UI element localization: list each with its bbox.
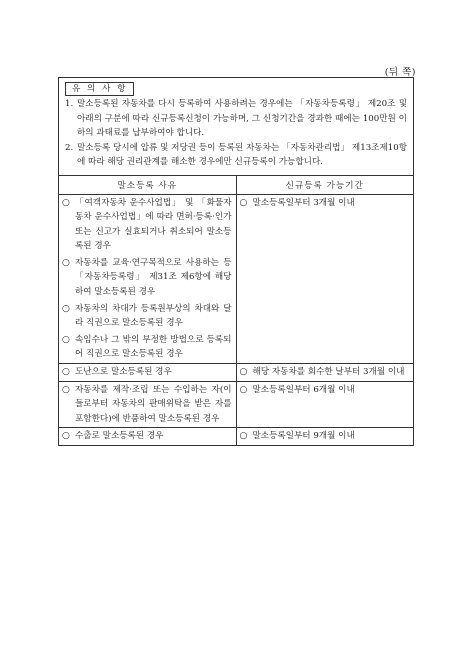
notice-item — [65, 141, 407, 170]
notice-section — [59, 78, 413, 176]
circle-bullet-icon: ○ — [62, 334, 70, 345]
reason-item — [59, 382, 236, 428]
period-text: 해당 자동차를 회수한 날부터 3개월 이내 — [252, 367, 405, 378]
reason-item — [59, 301, 236, 332]
reason-cell — [59, 194, 236, 364]
period-cell — [236, 428, 413, 445]
reason-cell — [59, 428, 236, 445]
reason-item — [59, 195, 236, 255]
reason-text: 속임수나 그 밖의 부정한 방법으로 등록되어 직권으로 말소등록된 경우 — [75, 334, 232, 360]
circle-bullet-icon: ○ — [62, 431, 70, 442]
circle-bullet-icon: ○ — [239, 384, 248, 395]
table-row — [59, 428, 413, 445]
reason-item — [59, 332, 236, 363]
period-text: 말소등록일부터 6개월 이내 — [252, 384, 355, 395]
reason-text: 자동차의 차대가 등록원부상의 차대와 달라 직권으로 말소등록된 경우 — [75, 303, 232, 329]
header-cancellation-reason: 말소등록 사유 — [59, 176, 236, 195]
notice-item-number: 2. — [65, 142, 74, 153]
period-cell — [236, 364, 413, 382]
period-item — [237, 195, 414, 212]
reason-item — [59, 428, 236, 445]
period-item — [237, 428, 414, 445]
circle-bullet-icon: ○ — [62, 367, 70, 378]
reason-item — [59, 364, 236, 381]
circle-bullet-icon: ○ — [62, 384, 70, 395]
circle-bullet-icon: ○ — [239, 367, 248, 378]
period-item — [237, 364, 414, 381]
period-cell — [236, 194, 413, 364]
period-text: 말소등록일부터 3개월 이내 — [252, 197, 355, 208]
notice-item-number: 1. — [65, 99, 74, 109]
circle-bullet-icon: ○ — [239, 431, 248, 442]
reason-text: 자동차를 제작·조립 또는 수입하는 자(이들로부터 자동차의 판매위탁을 받은 자를 포함한다)에 반품하여 말소등록된 경우 — [75, 384, 232, 424]
table-row — [59, 194, 413, 364]
circle-bullet-icon: ○ — [239, 197, 248, 208]
notice-title: 유 의 사 항 — [65, 82, 134, 96]
reason-cell — [59, 364, 236, 382]
period-text: 말소등록일부터 9개월 이내 — [252, 431, 355, 442]
notice-item-text: 말소등록된 자동차를 다시 등록하여 사용하려는 경우에는 「자동차등록령」 제20조 및 아래의 구분에 따라 신규등록신청이 가능하며, 그 신청기간을 경과한 때에는 100만원 이하의 과태료를 납부하여야 합니다. — [77, 99, 407, 138]
table-header-row — [59, 176, 413, 195]
reason-text: 도난으로 말소등록된 경우 — [75, 367, 172, 378]
notice-item-text: 말소등록 당시에 압류 및 저당권 등이 등록된 자동차는 「자동차관리법」 제13조제10항에 따라 해당 권리관계를 해소한 경우에만 신규등록이 가능합니다. — [77, 142, 407, 167]
notice-item — [65, 97, 407, 141]
reason-item — [59, 255, 236, 301]
header-registration-period: 신규등록 가능기간 — [236, 176, 413, 195]
notice-form — [58, 77, 414, 446]
reason-text: 수출로 말소등록된 경우 — [75, 431, 164, 442]
period-item — [237, 382, 414, 399]
reason-cell — [59, 381, 236, 428]
period-cell — [236, 381, 413, 428]
table-row — [59, 381, 413, 428]
reason-text: 자동차를 교육·연구목적으로 사용하는 등 「자동차등록령」 제31조 제6항에 해당하여 말소등록된 경우 — [75, 257, 232, 298]
circle-bullet-icon: ○ — [62, 197, 70, 208]
page-side-marker: (뒤 쪽) — [384, 67, 416, 78]
reason-text: 「여객자동차 운수사업법」 및 「화물자동차 운수사업법」에 따라 면허·등록·인가 또는 신고가 실효되거나 취소되어 말소등록된 경우 — [75, 197, 232, 252]
table-row — [59, 364, 413, 382]
registration-period-table — [59, 176, 413, 446]
circle-bullet-icon: ○ — [62, 303, 70, 314]
circle-bullet-icon: ○ — [62, 257, 70, 268]
